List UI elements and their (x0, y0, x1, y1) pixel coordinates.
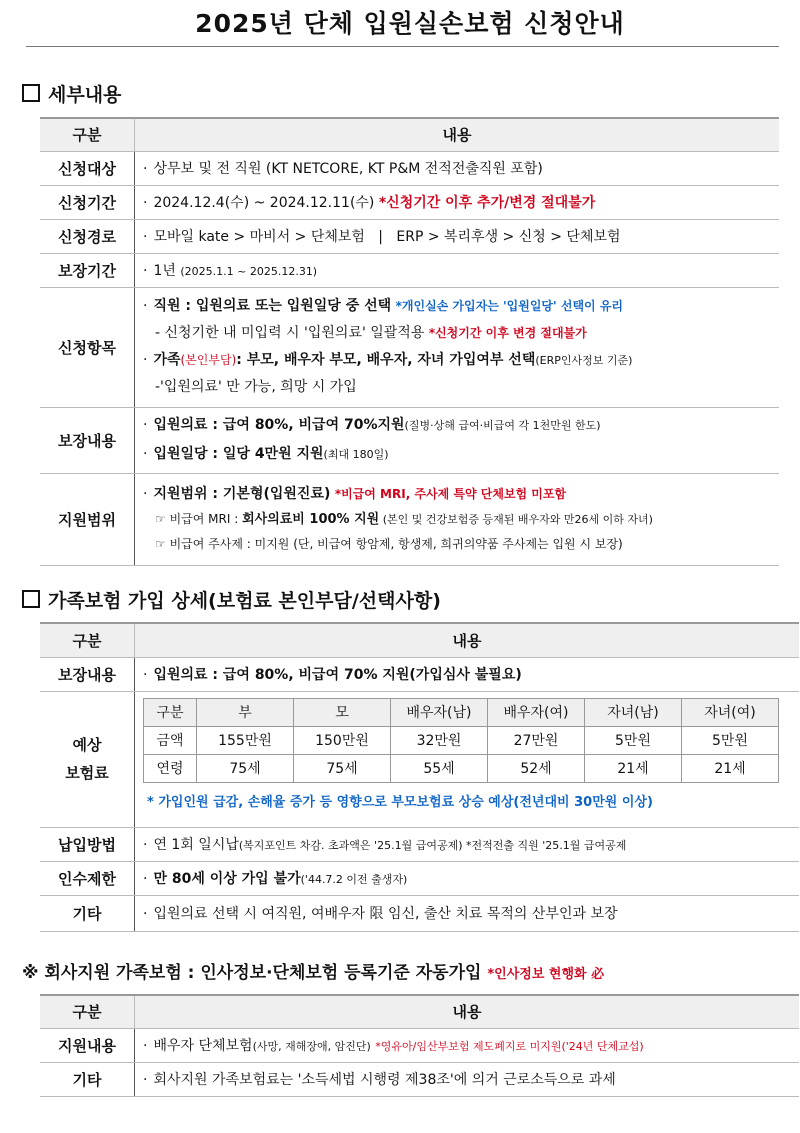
table-row (40, 287, 779, 407)
section3-note: *인사정보 현행화 必 (487, 967, 605, 982)
premium-header-row: 구분 부 모 배우자(남) 배우자(여) 자녀(남) 자녀(여) (144, 698, 779, 726)
row-value-company-etc: · 회사지원 가족보험료는 '소득세법 시행령 제38조'에 의거 근로소득으로 과세 (135, 1062, 800, 1096)
row-key-company-etc: 기타 (40, 1062, 135, 1096)
row-key-period: 신청기간 (40, 185, 135, 219)
checkbox-square-icon (22, 590, 40, 608)
table-row (40, 151, 779, 185)
section3-heading (22, 958, 604, 983)
table-row (40, 691, 799, 827)
title-divider (26, 46, 779, 47)
row-key-items: 신청항목 (40, 287, 135, 407)
reference-mark-icon: ※ (22, 963, 39, 983)
family-insurance-table (40, 622, 799, 932)
table-row (40, 407, 779, 473)
premium-amount-row: 금액 155만원 150만원 32만원 27만원 5만원 5만원 (144, 726, 779, 754)
table-header-row (40, 995, 799, 1028)
premium-table (143, 698, 779, 783)
table-row (40, 657, 799, 691)
row-value-coverage-period: · 1년 (2025.1.1 ~ 2025.12.31) (135, 253, 780, 287)
table-header-row (40, 623, 799, 657)
col-header-category: 구분 (40, 118, 135, 151)
row-value-limit: · 만 80세 이상 가입 불가('44.7.2 이전 출생자) (135, 861, 800, 895)
table-row (40, 185, 779, 219)
section2-heading-text: 가족보험 가입 상세(보험료 본인부담/선택사항) (48, 590, 441, 612)
col-header-content: 내용 (135, 995, 800, 1028)
section3-heading-text: 회사지원 가족보험 : 인사정보·단체보험 등록기준 자동가입 (44, 963, 482, 983)
row-key-target: 신청대상 (40, 151, 135, 185)
col-header-category: 구분 (40, 995, 135, 1028)
row-key-family-benefit: 보장내용 (40, 657, 135, 691)
row-key-company-support: 지원내용 (40, 1028, 135, 1062)
row-value-family-benefit: · 입원의료 : 급여 80%, 비급여 70% 지원(가입심사 불필요) (135, 657, 800, 691)
section1-heading-text: 세부내용 (48, 84, 122, 106)
table-header-row (40, 118, 779, 151)
row-key-premium: 예상 보험료 (40, 691, 135, 827)
row-key-limit: 인수제한 (40, 861, 135, 895)
table-row (40, 1028, 799, 1062)
premium-note: * 가입인원 급감, 손해율 증가 등 영향으로 부모보험료 상승 예상(전년대비 30만원 이상) (147, 794, 653, 810)
row-value-payment: · 연 1회 일시납(복지포인트 차감. 초과액은 '25.1월 급여공제) *전적전출 직원 '25.1월 급여공제 (135, 827, 800, 861)
checkbox-square-icon (22, 84, 40, 102)
table-row (40, 1062, 799, 1096)
details-table (40, 117, 779, 566)
page-title: 2025년 단체 입원실손보험 신청안내 (195, 9, 625, 38)
row-value-target: · 상무보 및 전 직원 (KT NETCORE, KT P&M 전적전출직원 포함) (135, 151, 780, 185)
row-key-support: 지원범위 (40, 473, 135, 565)
table-row (40, 895, 799, 931)
row-value-items: · 직원 : 입원의료 또는 입원일당 중 선택 *개인실손 가입자는 '입원일당' 선택이 유리 - 신청기한 내 미입력 시 '입원의료' 일괄적용 *신청기간 이후 변경 절대불가 · 가족(본인부담): 부모, 배우자 부모, 배우자, 자녀 가입여부 선택(ERP인사정보 기준) -'입원의료' 만 가능, 희망 시 가입 (135, 287, 780, 407)
table-row (40, 473, 779, 565)
row-value-support: · 지원범위 : 기본형(입원진료) *비급여 MRI, 주사제 특약 단체보험 미포함 ☞ 비급여 MRI : 회사의료비 100% 지원 (본인 및 건강보험증 등재된 배우자와 만26세 이하 자녀) ☞ 비급여 주사제 : 미지원 (단, 비급여 항암제, 항생제, 희귀의약품 주사제는 입원 시 보장) (135, 473, 780, 565)
table-row (40, 253, 779, 287)
row-key-route: 신청경로 (40, 219, 135, 253)
table-row (40, 827, 799, 861)
table-row (40, 219, 779, 253)
company-support-table (40, 994, 799, 1097)
row-value-period: · 2024.12.4(수) ~ 2024.12.11(수) *신청기간 이후 추가/변경 절대불가 (135, 185, 780, 219)
col-header-content: 내용 (135, 118, 780, 151)
row-key-payment: 납입방법 (40, 827, 135, 861)
row-key-etc: 기타 (40, 895, 135, 931)
table-row (40, 861, 799, 895)
col-header-category: 구분 (40, 623, 135, 657)
section1-heading (22, 80, 121, 107)
row-value-company-support: · 배우자 단체보험(사망, 재해장애, 암진단) *영유아/임산부보험 제도폐지로 미지원('24년 단체교섭) (135, 1028, 800, 1062)
period-warning: *신청기간 이후 추가/변경 절대불가 (378, 195, 596, 211)
row-value-etc: · 입원의료 선택 시 여직원, 여배우자 限 임신, 출산 치료 목적의 산부인과 보장 (135, 895, 800, 931)
premium-age-row: 연령 75세 75세 55세 52세 21세 21세 (144, 754, 779, 782)
row-key-coverage-period: 보장기간 (40, 253, 135, 287)
row-value-premium (135, 691, 800, 827)
row-value-route: · 모바일 kate > 마비서 > 단체보험 | ERP > 복리후생 > 신청 > 단체보험 (135, 219, 780, 253)
section2-heading (22, 586, 441, 613)
row-key-benefit: 보장내용 (40, 407, 135, 473)
col-header-content: 내용 (135, 623, 800, 657)
row-value-benefit: · 입원의료 : 급여 80%, 비급여 70%지원(질병·상해 급여·비급여 각 1천만원 한도) · 입원일당 : 일당 4만원 지원(최대 180일) (135, 407, 780, 473)
